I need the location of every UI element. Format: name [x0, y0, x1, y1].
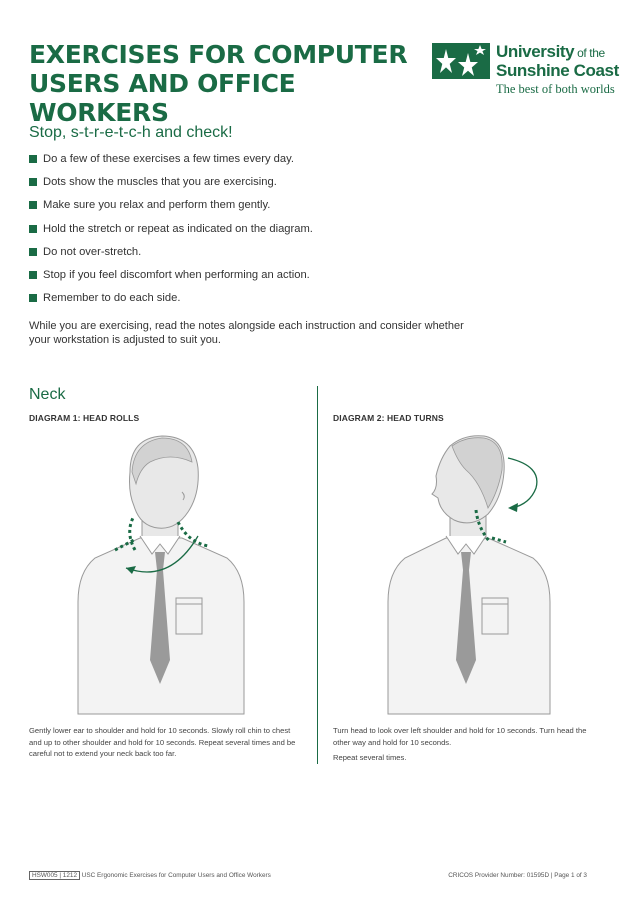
diagram1-label: DIAGRAM 1: HEAD ROLLS	[29, 413, 140, 423]
bullet-item: Do not over-stretch.	[29, 245, 313, 268]
intro-line-2: your workstation is adjusted to suit you.	[29, 334, 221, 346]
intro-paragraph	[29, 319, 469, 347]
bullet-item: Do a few of these exercises a few times every day.	[29, 152, 313, 175]
intro-line-1: While you are exercising, read the notes alongside each instruction and consider whether	[29, 320, 464, 332]
diagram1-desc-line-2: and up to other shoulder and hold for 10 seconds. Repeat several times and be	[29, 737, 296, 747]
bullet-list	[29, 152, 313, 314]
diagram2-desc-line-2: other way and hold for 10 seconds.	[333, 737, 452, 747]
bullet-item: Remember to do each side.	[29, 291, 313, 314]
footer-left	[29, 872, 271, 879]
bullet-item: Stop if you feel discomfort when performing an action.	[29, 268, 313, 291]
logo-name-part1: University	[496, 42, 575, 61]
diagram2-label: DIAGRAM 2: HEAD TURNS	[333, 413, 444, 423]
diagram1-description	[29, 725, 309, 760]
logo-name-line2: Sunshine Coast	[496, 61, 619, 80]
title-line-2: USERS AND OFFICE WORKERS	[29, 69, 296, 127]
university-logo	[432, 43, 632, 99]
subtitle: Stop, s-t-r-e-t-c-h and check!	[29, 124, 233, 141]
diagram2-desc-line-3: Repeat several times.	[333, 753, 407, 762]
title-line-1: EXERCISES FOR COMPUTER	[29, 40, 408, 69]
diagram1-desc-line-1: Gently lower ear to shoulder and hold for 10 seconds. Slowly roll chin to chest	[29, 726, 291, 735]
section-title-neck: Neck	[29, 386, 66, 403]
footer-right: CRICOS Provider Number: 01595D | Page 1 of 3	[448, 872, 587, 879]
page-title	[29, 40, 429, 127]
bullet-item: Dots show the muscles that you are exercising.	[29, 175, 313, 198]
head-turns-figure-icon	[380, 432, 580, 716]
column-divider	[317, 386, 318, 764]
head-rolls-figure-icon	[70, 432, 252, 716]
logo-name	[496, 43, 619, 79]
diagram2-desc-line-1: Turn head to look over left shoulder and hold for 10 seconds. Turn head the	[333, 726, 587, 735]
bullet-item: Make sure you relax and perform them gently.	[29, 198, 313, 221]
footer-code: HSW005 | 1212	[29, 871, 80, 880]
bullet-item: Hold the stretch or repeat as indicated on the diagram.	[29, 222, 313, 245]
footer-title: USC Ergonomic Exercises for Computer Users and Office Workers	[81, 872, 271, 879]
diagram2-description	[333, 725, 613, 764]
logo-mark-icon	[432, 43, 490, 79]
logo-tagline: The best of both worlds	[496, 82, 615, 96]
logo-name-part2: of the	[574, 46, 605, 60]
diagram1-desc-line-3: careful not to extend your neck back too far.	[29, 749, 177, 758]
